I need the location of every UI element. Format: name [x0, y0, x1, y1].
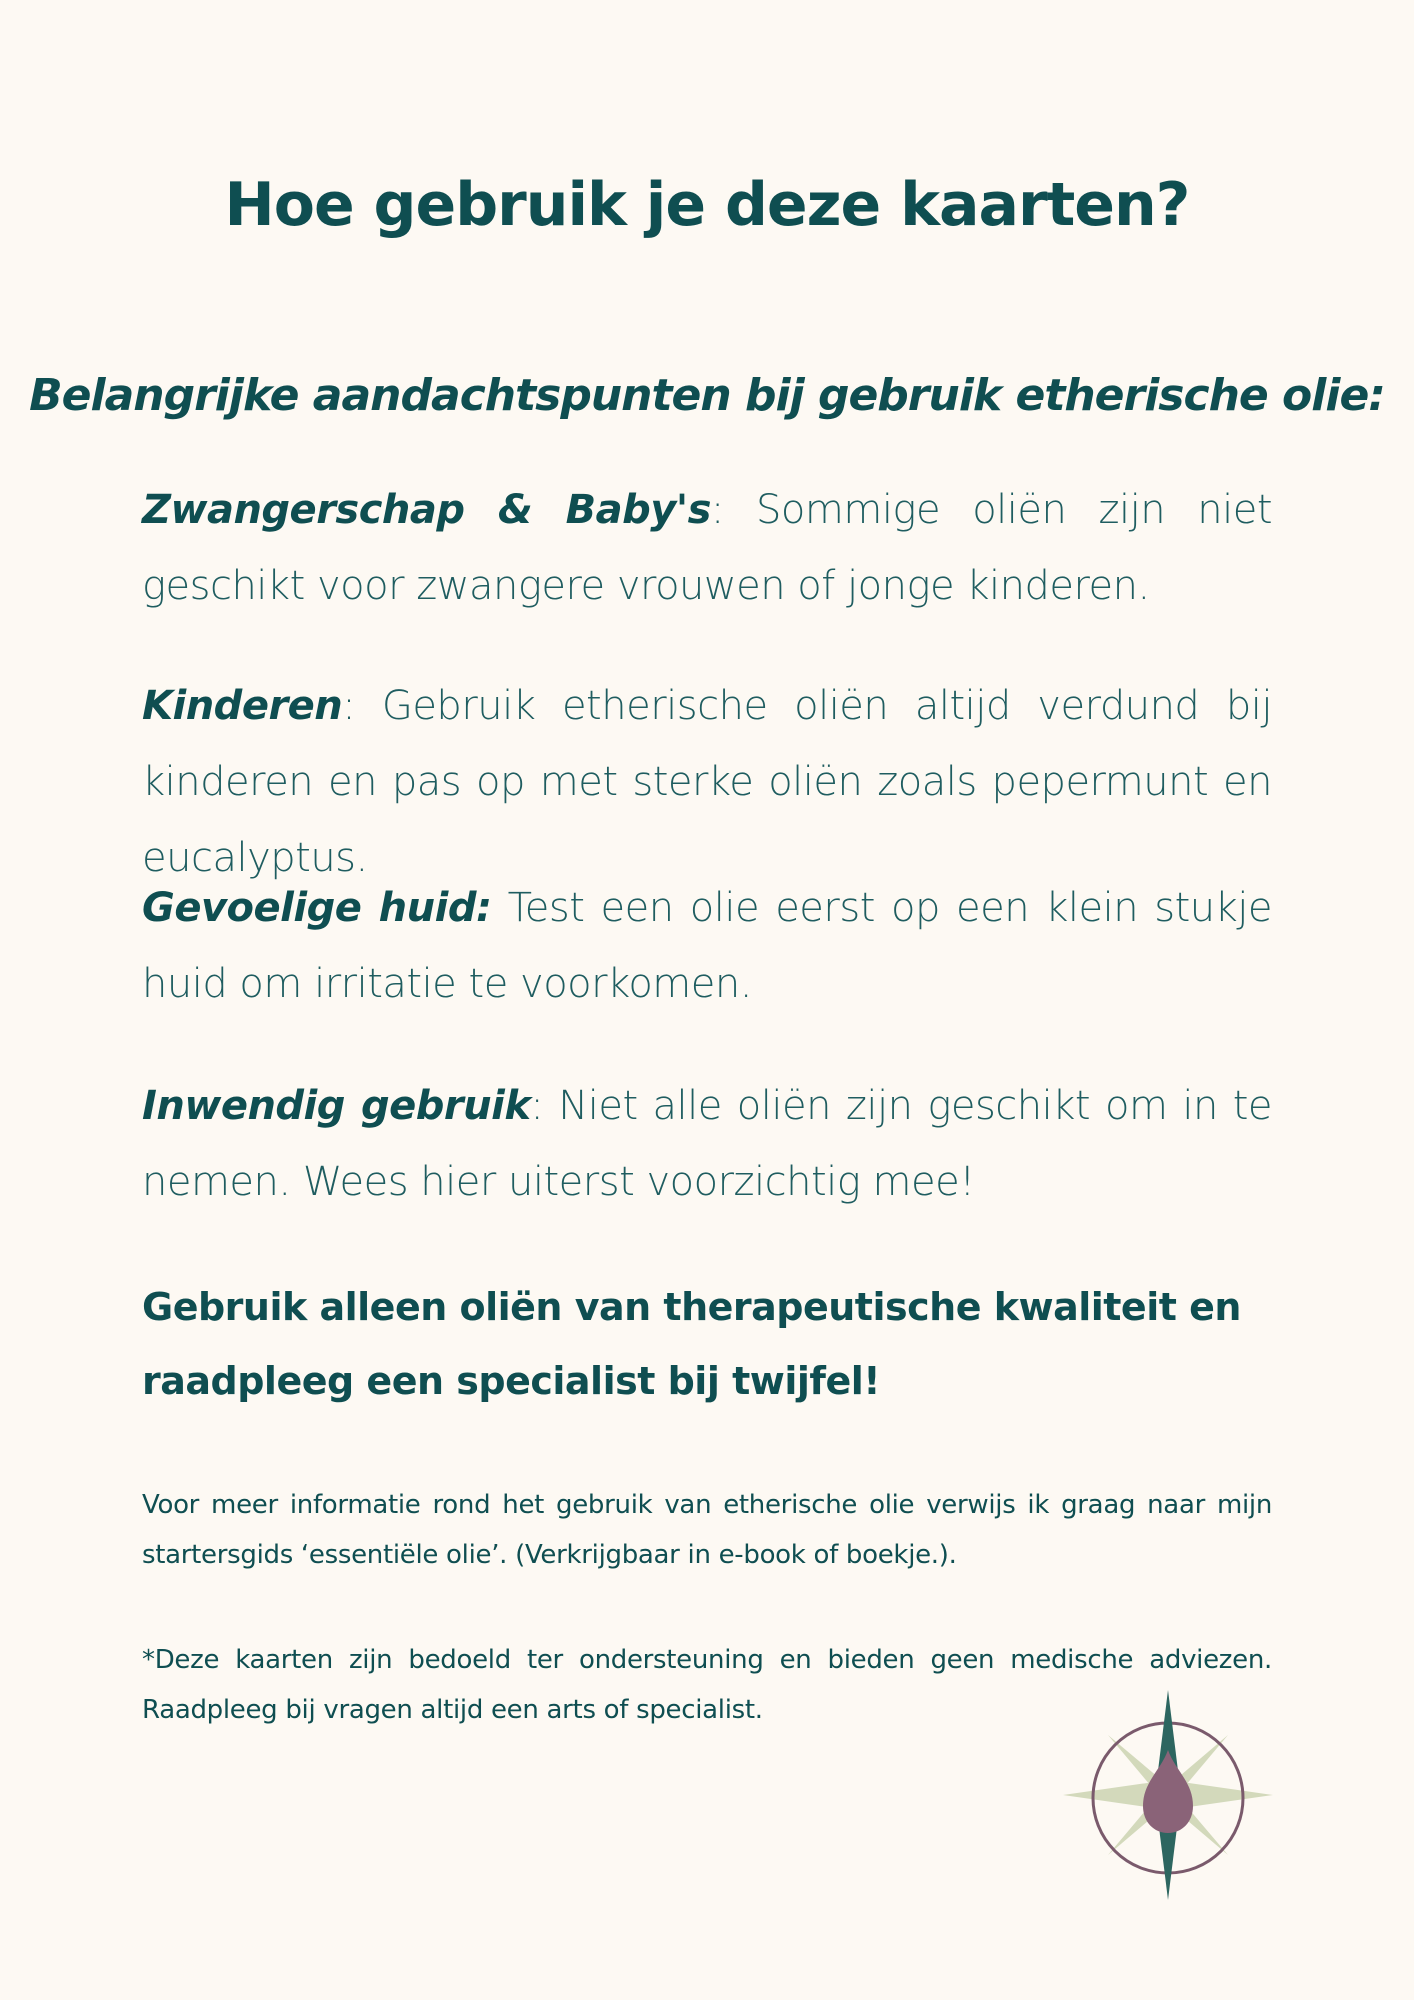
quality-callout: Gebruik alleen oliën van therapeutische kwaliteit en raadpleeg een specialist bij twijfel!: [142, 1285, 1241, 1403]
item-separator: :: [530, 1083, 544, 1129]
item-text: Sommige oliën zijn niet geschikt voor zwangere vrouwen of jonge kinderen.: [142, 487, 1272, 609]
info-note: Voor meer informatie rond het gebruik van etherische olie verwijs ik graag naar mijn startersgids ‘essentiële olie’. (Verkrijgbaar in e-book of boekje.).: [142, 1490, 1272, 1570]
item-text: Test een olie eerst op een klein stukje huid om irritatie te voorkomen.: [142, 885, 1273, 1007]
subtitle: Belangrijke aandachtspunten bij gebruik etherische olie:: [29, 370, 1385, 421]
disclaimer: *Deze kaarten zijn bedoeld ter ondersteuning en bieden geen medische adviezen. Raadpleeg bij vragen altijd een arts of specialist.: [142, 1645, 1272, 1725]
item-separator: :: [710, 487, 724, 533]
item-term: Gevoelige huid:: [142, 885, 492, 931]
item-text: Niet alle oliën zijn geschikt om in te nemen. Wees hier uiterst voorzichtig mee!: [142, 1083, 1272, 1205]
oil-drop: [1143, 1750, 1193, 1833]
item-pregnancy: [142, 472, 1272, 624]
compass-drop-icon: [1063, 1690, 1273, 1900]
item-term: Inwendig gebruik: [142, 1083, 531, 1129]
item-term: Zwangerschap & Baby's: [142, 487, 711, 533]
item-internal-use: [142, 1068, 1272, 1220]
item-separator: :: [342, 683, 356, 729]
item-sensitive-skin: [142, 870, 1272, 1022]
item-term: Kinderen: [142, 683, 343, 729]
item-children: [142, 668, 1272, 896]
page-title: Hoe gebruik je deze kaarten?: [224, 170, 1190, 240]
item-text: Gebruik etherische oliën altijd verdund bij kinderen en pas op met sterke oliën zoals pepermunt en eucalyptus.: [142, 683, 1272, 881]
